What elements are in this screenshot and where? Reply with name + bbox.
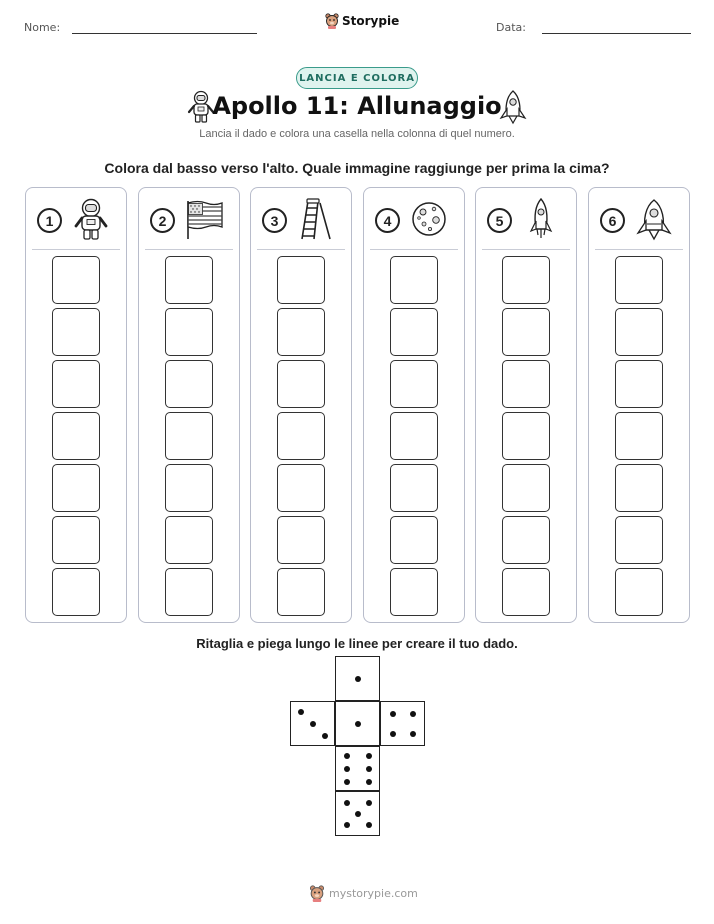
column-number: 5: [487, 208, 512, 233]
moon-icon: [409, 197, 449, 241]
brand-logo: [325, 13, 399, 29]
rocket-icon: [521, 197, 561, 241]
dice-face-6: [335, 746, 380, 791]
roll-column-6: [588, 187, 690, 623]
dice-face-5: [335, 791, 380, 836]
color-box[interactable]: [52, 256, 100, 304]
dice-pip: [355, 721, 361, 727]
name-label: Nome:: [24, 21, 61, 34]
activity-badge: LANCIA E COLORA: [296, 67, 418, 89]
dice-pip: [366, 822, 372, 828]
color-box[interactable]: [502, 308, 550, 356]
dice-pip: [390, 711, 396, 717]
color-box[interactable]: [502, 568, 550, 616]
roll-column-4: [363, 187, 465, 623]
roll-column-3: [250, 187, 352, 623]
dice-face-1: [335, 656, 380, 701]
color-box[interactable]: [502, 360, 550, 408]
dice-pip: [298, 709, 304, 715]
date-label: Data:: [496, 21, 526, 34]
dice-pip: [366, 766, 372, 772]
color-box[interactable]: [502, 516, 550, 564]
dice-face-3: [290, 701, 335, 746]
color-box[interactable]: [52, 464, 100, 512]
column-number: 2: [150, 208, 175, 233]
page-title: Apollo 11: Allunaggio: [212, 92, 502, 120]
spaceship-icon: [634, 197, 674, 241]
column-divider: [595, 249, 683, 250]
dice-face-1b: [335, 701, 380, 746]
color-box[interactable]: [277, 412, 325, 460]
dice-pip: [390, 731, 396, 737]
column-divider: [32, 249, 120, 250]
color-box[interactable]: [52, 568, 100, 616]
color-box[interactable]: [165, 568, 213, 616]
color-box[interactable]: [277, 256, 325, 304]
dice-pip: [344, 779, 350, 785]
dice-pip: [344, 766, 350, 772]
color-instructions: Colora dal basso verso l'alto. Quale immagine raggiunge per prima la cima?: [104, 160, 610, 176]
page-subtitle: Lancia il dado e colora una casella nella colonna di quel numero.: [199, 128, 515, 140]
color-box[interactable]: [165, 464, 213, 512]
column-number: 1: [37, 208, 62, 233]
dice-pip: [410, 731, 416, 737]
column-number: 6: [600, 208, 625, 233]
flag-icon: [184, 197, 224, 241]
color-box[interactable]: [277, 308, 325, 356]
dice-pip: [366, 800, 372, 806]
color-box[interactable]: [615, 256, 663, 304]
color-box[interactable]: [277, 464, 325, 512]
color-box[interactable]: [52, 412, 100, 460]
dice-instructions: Ritaglia e piega lungo le linee per creare il tuo dado.: [196, 636, 518, 651]
color-box[interactable]: [615, 360, 663, 408]
color-box[interactable]: [52, 360, 100, 408]
bear-icon: [309, 885, 325, 902]
bear-icon: [325, 13, 339, 29]
dice-pip: [410, 711, 416, 717]
column-divider: [145, 249, 233, 250]
color-box[interactable]: [390, 568, 438, 616]
dice-pip: [344, 753, 350, 759]
color-box[interactable]: [277, 568, 325, 616]
date-field-line[interactable]: [542, 33, 691, 34]
column-number: 4: [375, 208, 400, 233]
color-box[interactable]: [165, 360, 213, 408]
dice-net: [290, 656, 425, 836]
color-box[interactable]: [52, 308, 100, 356]
roll-column-5: [475, 187, 577, 623]
dice-pip: [366, 779, 372, 785]
dice-pip: [355, 811, 361, 817]
dice-face-4: [380, 701, 425, 746]
brand-name: Storypie: [342, 14, 400, 28]
column-divider: [257, 249, 345, 250]
color-box[interactable]: [52, 516, 100, 564]
color-box[interactable]: [502, 412, 550, 460]
color-box[interactable]: [615, 568, 663, 616]
color-box[interactable]: [165, 308, 213, 356]
color-box[interactable]: [390, 516, 438, 564]
footer: [309, 885, 418, 902]
column-divider: [482, 249, 570, 250]
roll-column-1: [25, 187, 127, 623]
color-box[interactable]: [615, 308, 663, 356]
dice-pip: [344, 822, 350, 828]
color-box[interactable]: [165, 412, 213, 460]
dice-pip: [344, 800, 350, 806]
dice-pip: [310, 721, 316, 727]
color-box[interactable]: [165, 516, 213, 564]
column-divider: [370, 249, 458, 250]
color-box[interactable]: [390, 464, 438, 512]
color-box[interactable]: [615, 464, 663, 512]
footer-url: mystorypie.com: [329, 887, 418, 900]
column-number: 3: [262, 208, 287, 233]
roll-column-2: [138, 187, 240, 623]
spaceship-icon: [498, 89, 528, 125]
color-box[interactable]: [615, 516, 663, 564]
dice-pip: [322, 733, 328, 739]
color-box[interactable]: [277, 360, 325, 408]
dice-pip: [366, 753, 372, 759]
color-box[interactable]: [502, 256, 550, 304]
astronaut-icon: [71, 197, 111, 241]
color-box[interactable]: [615, 412, 663, 460]
color-box[interactable]: [390, 360, 438, 408]
color-box[interactable]: [390, 308, 438, 356]
color-box[interactable]: [390, 412, 438, 460]
name-field-line[interactable]: [72, 33, 257, 34]
dice-pip: [355, 676, 361, 682]
color-box[interactable]: [277, 516, 325, 564]
color-box[interactable]: [390, 256, 438, 304]
ladder-icon: [296, 197, 336, 241]
color-box[interactable]: [502, 464, 550, 512]
color-box[interactable]: [165, 256, 213, 304]
